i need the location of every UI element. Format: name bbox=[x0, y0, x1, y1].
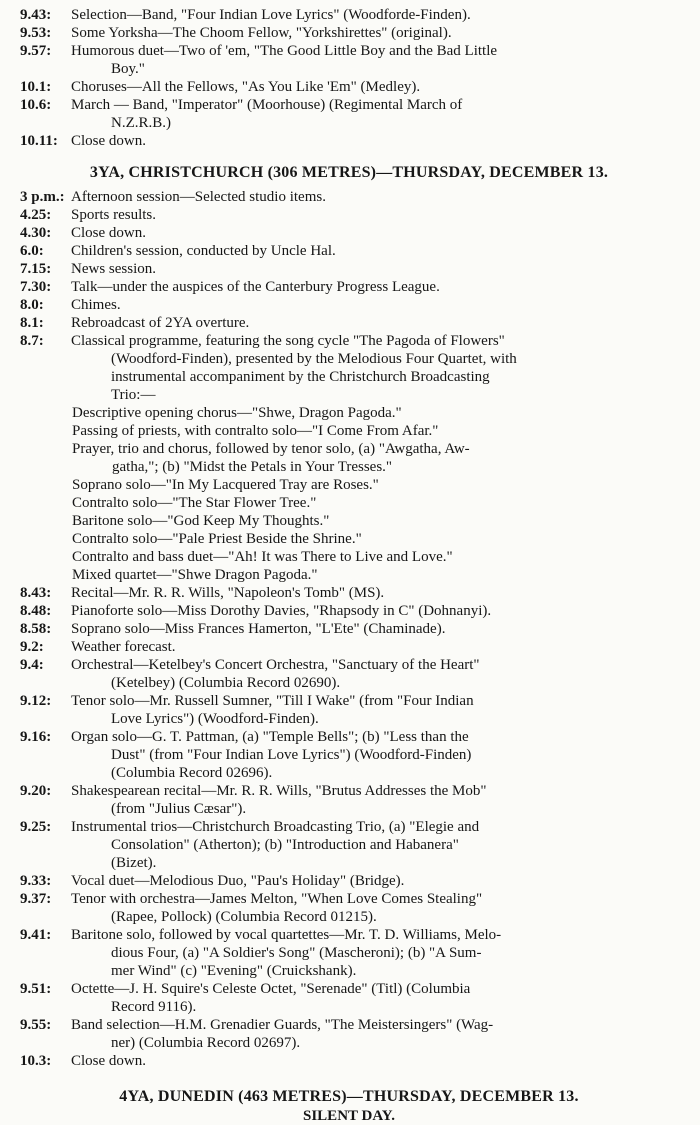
entry-time: 4.30: bbox=[20, 225, 52, 241]
programme-entry bbox=[20, 584, 678, 602]
entry-line: Rebroadcast of 2YA overture. bbox=[71, 315, 250, 331]
song-cycle-item bbox=[20, 476, 678, 494]
entry-line: (Bizet). bbox=[111, 855, 157, 871]
entry-line: Close down. bbox=[71, 1053, 146, 1069]
programme-entry bbox=[20, 6, 678, 24]
entry-description bbox=[68, 692, 678, 728]
entry-time: 9.41: bbox=[20, 927, 52, 943]
programme-entry bbox=[20, 332, 678, 404]
entry-description bbox=[68, 42, 678, 78]
entry-time: 7.15: bbox=[20, 261, 52, 277]
entry-description bbox=[68, 96, 678, 132]
entry-description bbox=[68, 242, 678, 260]
entry-line: Soprano solo—Miss Frances Hamerton, "L'Ete" (Chaminade). bbox=[71, 621, 446, 637]
entry-line: Record 9116). bbox=[111, 999, 197, 1015]
entry-line: Tenor solo—Mr. Russell Sumner, "Till I Wake" (from "Four Indian bbox=[71, 693, 474, 709]
entry-time: 8.1: bbox=[20, 315, 44, 331]
entry-line: Instrumental trios—Christchurch Broadcasting Trio, (a) "Elegie and bbox=[71, 819, 480, 835]
entry-time: 8.7: bbox=[20, 333, 44, 349]
programme-entry bbox=[20, 1052, 678, 1070]
programme-entry bbox=[20, 1016, 678, 1052]
entry-line: Selection—Band, "Four Indian Love Lyrics" (Woodforde-Finden). bbox=[71, 7, 471, 23]
song-cycle-item bbox=[20, 530, 678, 548]
programme-entry bbox=[20, 872, 678, 890]
entry-line: Organ solo—G. T. Pattman, (a) "Temple Bells"; (b) "Less than the bbox=[71, 729, 469, 745]
entry-time: 9.4: bbox=[20, 657, 44, 673]
entry-line: Baritone solo, followed by vocal quartettes—Mr. T. D. Williams, Melo- bbox=[71, 927, 502, 943]
entry-time: 9.20: bbox=[20, 783, 52, 799]
entry-line: Orchestral—Ketelbey's Concert Orchestra, "Sanctuary of the Heart" bbox=[71, 657, 480, 673]
programme-entry bbox=[20, 224, 678, 242]
entry-time: 9.25: bbox=[20, 819, 52, 835]
entry-description bbox=[68, 602, 678, 620]
entry-line: Consolation" (Atherton); (b) "Introduction and Habanera" bbox=[111, 837, 459, 853]
entry-time: 10.1: bbox=[20, 79, 52, 95]
programme-entry bbox=[20, 638, 678, 656]
entry-line: Recital—Mr. R. R. Wills, "Napoleon's Tomb" (MS). bbox=[71, 585, 385, 601]
entry-line: Boy." bbox=[111, 61, 145, 77]
entry-line: (Rapee, Pollock) (Columbia Record 01215). bbox=[111, 909, 377, 925]
entry-line: Tenor with orchestra—James Melton, "When Love Comes Stealing" bbox=[71, 891, 483, 907]
song-cycle-line: Mixed quartet—"Shwe Dragon Pagoda." bbox=[72, 567, 318, 583]
entry-line: Classical programme, featuring the song cycle "The Pagoda of Flowers" bbox=[71, 333, 505, 349]
programme-entry bbox=[20, 620, 678, 638]
song-cycle-item bbox=[20, 404, 678, 422]
entry-time: 9.37: bbox=[20, 891, 52, 907]
programme-entry bbox=[20, 42, 678, 78]
programme-entry bbox=[20, 96, 678, 132]
entry-time: 4.25: bbox=[20, 207, 52, 223]
entry-line: Close down. bbox=[71, 225, 146, 241]
programme-entry bbox=[20, 782, 678, 818]
entry-description bbox=[68, 782, 678, 818]
entry-description bbox=[68, 1016, 678, 1052]
entry-line: ner) (Columbia Record 02697). bbox=[111, 1035, 301, 1051]
entry-line: mer Wind" (c) "Evening" (Cruickshank). bbox=[111, 963, 357, 979]
entry-time: 8.43: bbox=[20, 585, 52, 601]
entry-time: 9.16: bbox=[20, 729, 52, 745]
entry-line: Afternoon session—Selected studio items. bbox=[71, 189, 326, 205]
entry-line: Chimes. bbox=[71, 297, 121, 313]
programme-entry bbox=[20, 242, 678, 260]
station-heading-3ya: 3YA, CHRISTCHURCH (306 METRES)—THURSDAY, DECEMBER 13. bbox=[89, 164, 609, 181]
entry-description bbox=[68, 278, 678, 296]
entry-description bbox=[68, 584, 678, 602]
entry-line: Some Yorksha—The Choom Fellow, "Yorkshirettes" (original). bbox=[71, 25, 452, 41]
programme-entry bbox=[20, 728, 678, 782]
entry-time: 10.11: bbox=[20, 133, 58, 149]
entry-time: 9.12: bbox=[20, 693, 52, 709]
entry-line: (from "Julius Cæsar"). bbox=[111, 801, 247, 817]
song-cycle-line: Contralto solo—"The Star Flower Tree." bbox=[72, 495, 317, 511]
programme-entry bbox=[20, 132, 678, 150]
programme-entry bbox=[20, 278, 678, 296]
song-cycle-line: Contralto and bass duet—"Ah! It was There to Live and Love." bbox=[72, 549, 453, 565]
programme-entry bbox=[20, 980, 678, 1016]
entry-line: Love Lyrics") (Woodford-Finden). bbox=[111, 711, 319, 727]
entry-line: Trio:— bbox=[111, 387, 156, 403]
entry-description bbox=[68, 132, 678, 150]
song-cycle-line: Passing of priests, with contralto solo—"I Come From Afar." bbox=[72, 423, 439, 439]
song-cycle-item bbox=[20, 440, 678, 476]
silent-day-notice: SILENT DAY. bbox=[303, 1108, 395, 1124]
entry-description bbox=[68, 206, 678, 224]
programme-entry bbox=[20, 656, 678, 692]
entry-time: 7.30: bbox=[20, 279, 52, 295]
entry-line: Talk—under the auspices of the Canterbury Progress League. bbox=[71, 279, 440, 295]
entry-time: 9.57: bbox=[20, 43, 52, 59]
entry-description bbox=[68, 926, 678, 980]
song-cycle-line: Baritone solo—"God Keep My Thoughts." bbox=[72, 513, 330, 529]
entry-line: dious Four, (a) "A Soldier's Song" (Mascheroni); (b) "A Sum- bbox=[111, 945, 482, 961]
entry-line: Choruses—All the Fellows, "As You Like 'Em" (Medley). bbox=[71, 79, 421, 95]
entry-line: Vocal duet—Melodious Duo, "Pau's Holiday" (Bridge). bbox=[71, 873, 405, 889]
entry-time: 8.0: bbox=[20, 297, 44, 313]
entry-time: 6.0: bbox=[20, 243, 44, 259]
programme-entry bbox=[20, 188, 678, 206]
entry-time: 9.55: bbox=[20, 1017, 52, 1033]
entry-description bbox=[68, 980, 678, 1016]
entry-line: (Columbia Record 02696). bbox=[111, 765, 273, 781]
entry-line: N.Z.R.B.) bbox=[111, 115, 171, 131]
entry-description bbox=[68, 656, 678, 692]
entry-line: Pianoforte solo—Miss Dorothy Davies, "Rhapsody in C" (Dohnanyi). bbox=[71, 603, 492, 619]
entry-time: 10.6: bbox=[20, 97, 52, 113]
song-cycle-line: Prayer, trio and chorus, followed by tenor solo, (a) "Awgatha, Aw- bbox=[72, 441, 470, 457]
entry-description bbox=[68, 224, 678, 242]
programme-entry bbox=[20, 296, 678, 314]
entry-line: Weather forecast. bbox=[71, 639, 176, 655]
entry-description bbox=[68, 188, 678, 206]
entry-time: 3 p.m.: bbox=[20, 189, 65, 205]
entry-line: Dust" (from "Four Indian Love Lyrics") (Woodford-Finden) bbox=[111, 747, 472, 763]
song-cycle-item bbox=[20, 494, 678, 512]
entry-description bbox=[68, 78, 678, 96]
entry-line: March — Band, "Imperator" (Moorhouse) (Regimental March of bbox=[71, 97, 463, 113]
entry-description bbox=[68, 6, 678, 24]
entry-time: 9.51: bbox=[20, 981, 52, 997]
entry-line: (Woodford-Finden), presented by the Melodious Four Quartet, with bbox=[111, 351, 517, 367]
entry-time: 8.48: bbox=[20, 603, 52, 619]
programme-entry bbox=[20, 206, 678, 224]
entry-description bbox=[68, 872, 678, 890]
programme-entry bbox=[20, 890, 678, 926]
song-cycle-item bbox=[20, 422, 678, 440]
entry-description bbox=[68, 728, 678, 782]
entry-line: (Ketelbey) (Columbia Record 02690). bbox=[111, 675, 341, 691]
programme-entry bbox=[20, 24, 678, 42]
entry-line: instrumental accompaniment by the Christchurch Broadcasting bbox=[111, 369, 490, 385]
entry-line: Humorous duet—Two of 'em, "The Good Little Boy and the Bad Little bbox=[71, 43, 498, 59]
entry-line: Sports results. bbox=[71, 207, 157, 223]
programme-entry bbox=[20, 602, 678, 620]
entry-time: 9.2: bbox=[20, 639, 44, 655]
entry-description bbox=[68, 24, 678, 42]
programme-entry bbox=[20, 314, 678, 332]
entry-line: Band selection—H.M. Grenadier Guards, "The Meistersingers" (Wag- bbox=[71, 1017, 494, 1033]
programme-entry bbox=[20, 692, 678, 728]
song-cycle-item bbox=[20, 512, 678, 530]
entry-description bbox=[68, 1052, 678, 1070]
station-heading-4ya: 4YA, DUNEDIN (463 METRES)—THURSDAY, DECEMBER 13. bbox=[119, 1088, 579, 1105]
entry-time: 9.43: bbox=[20, 7, 52, 23]
programme-entry bbox=[20, 818, 678, 872]
entry-time: 9.33: bbox=[20, 873, 52, 889]
entry-description bbox=[68, 296, 678, 314]
entry-description bbox=[68, 332, 678, 404]
entry-description bbox=[68, 314, 678, 332]
entry-line: Close down. bbox=[71, 133, 146, 149]
entry-description bbox=[68, 638, 678, 656]
programme-3ya bbox=[20, 188, 678, 404]
entry-description bbox=[68, 818, 678, 872]
programme-3ya-late bbox=[20, 584, 678, 1070]
song-cycle-line: Soprano solo—"In My Lacquered Tray are Roses." bbox=[72, 477, 379, 493]
entry-description bbox=[68, 260, 678, 278]
entry-line: Shakespearean recital—Mr. R. R. Wills, "Brutus Addresses the Mob" bbox=[71, 783, 487, 799]
entry-description bbox=[68, 620, 678, 638]
programme-entry bbox=[20, 260, 678, 278]
entry-line: Children's session, conducted by Uncle Hal. bbox=[71, 243, 336, 259]
song-cycle-item bbox=[20, 566, 678, 584]
song-cycle-line: Contralto solo—"Pale Priest Beside the Shrine." bbox=[72, 531, 362, 547]
programme-entry bbox=[20, 926, 678, 980]
entry-line: Octette—J. H. Squire's Celeste Octet, "Serenade" (Titl) (Columbia bbox=[71, 981, 471, 997]
entry-time: 10.3: bbox=[20, 1053, 52, 1069]
pagoda-song-cycle-items bbox=[20, 404, 678, 584]
song-cycle-line: gatha,"; (b) "Midst the Petals in Your Tresses." bbox=[112, 459, 393, 475]
entry-line: News session. bbox=[71, 261, 156, 277]
programme-2ya-continued bbox=[20, 6, 678, 150]
entry-time: 9.53: bbox=[20, 25, 52, 41]
entry-description bbox=[68, 890, 678, 926]
programme-entry bbox=[20, 78, 678, 96]
song-cycle-item bbox=[20, 548, 678, 566]
song-cycle-line: Descriptive opening chorus—"Shwe, Dragon Pagoda." bbox=[72, 405, 402, 421]
entry-time: 8.58: bbox=[20, 621, 52, 637]
